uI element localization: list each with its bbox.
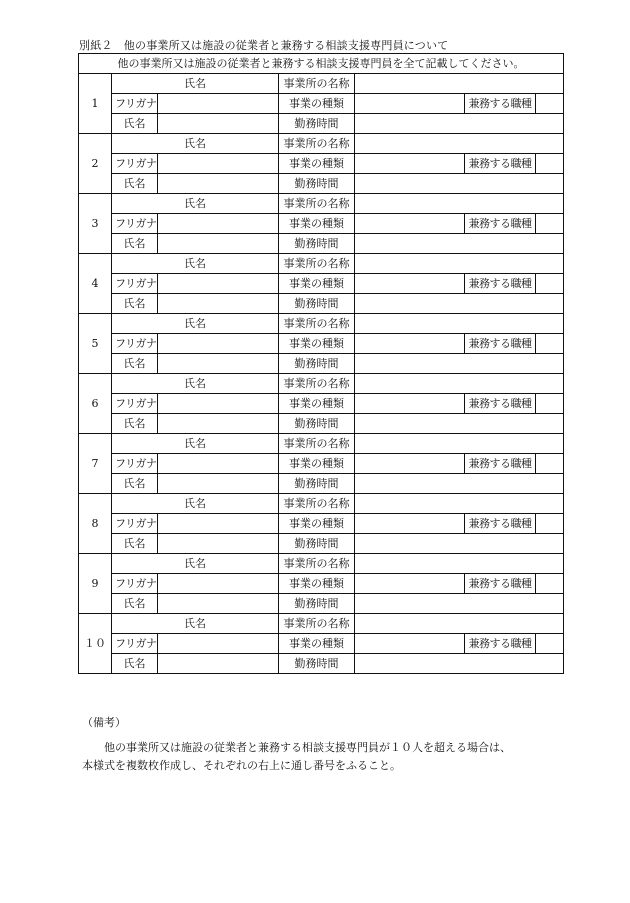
- work-hours-field[interactable]: [355, 294, 564, 314]
- table-header-row: [79, 54, 564, 74]
- name-header-label: 氏名: [112, 374, 279, 394]
- entry-number: 1: [79, 74, 112, 134]
- business-type-field[interactable]: [355, 394, 465, 414]
- furigana-label: フリガナ: [112, 214, 158, 234]
- business-type-label: 事業の種類: [279, 394, 355, 414]
- office-name-label: 事業所の名称: [279, 254, 355, 274]
- work-hours-label: 勤務時間: [279, 654, 355, 674]
- work-hours-label: 勤務時間: [279, 294, 355, 314]
- entry-number: 9: [79, 554, 112, 614]
- business-type-label: 事業の種類: [279, 454, 355, 474]
- concurrent-role-field[interactable]: [536, 454, 564, 474]
- concurrent-role-label: 兼務する職種: [465, 214, 536, 234]
- name-header-label: 氏名: [112, 554, 279, 574]
- name-field[interactable]: [158, 294, 279, 314]
- office-name-field[interactable]: [355, 254, 564, 274]
- concurrent-role-field[interactable]: [536, 334, 564, 354]
- name-header-label: 氏名: [112, 254, 279, 274]
- office-name-field[interactable]: [355, 314, 564, 334]
- work-hours-field[interactable]: [355, 534, 564, 554]
- name-field[interactable]: [158, 174, 279, 194]
- work-hours-label: 勤務時間: [279, 474, 355, 494]
- business-type-label: 事業の種類: [279, 94, 355, 114]
- business-type-label: 事業の種類: [279, 574, 355, 594]
- furigana-label: フリガナ: [112, 454, 158, 474]
- concurrent-role-label: 兼務する職種: [465, 94, 536, 114]
- entry-row-name-header: [79, 374, 564, 394]
- furigana-label: フリガナ: [112, 94, 158, 114]
- name-label: 氏名: [112, 654, 158, 674]
- entry-row-name-header: [79, 494, 564, 514]
- entry-row-name-header: [79, 434, 564, 454]
- office-name-field[interactable]: [355, 494, 564, 514]
- concurrent-role-label: 兼務する職種: [465, 274, 536, 294]
- furigana-label: フリガナ: [112, 334, 158, 354]
- name-field[interactable]: [158, 594, 279, 614]
- furigana-field[interactable]: [158, 514, 279, 534]
- name-field[interactable]: [158, 234, 279, 254]
- furigana-label: フリガナ: [112, 574, 158, 594]
- entry-number: 5: [79, 314, 112, 374]
- entry-number: 2: [79, 134, 112, 194]
- concurrent-role-label: 兼務する職種: [465, 394, 536, 414]
- entry-row-furigana: [79, 394, 564, 414]
- concurrent-role-label: 兼務する職種: [465, 334, 536, 354]
- business-type-label: 事業の種類: [279, 274, 355, 294]
- entry-row-furigana: [79, 274, 564, 294]
- document-title: 別紙２ 他の事業所又は施設の従業者と兼務する相談支援専門員について: [79, 39, 449, 52]
- entry-number: 4: [79, 254, 112, 314]
- office-name-label: 事業所の名称: [279, 374, 355, 394]
- name-header-label: 氏名: [112, 434, 279, 454]
- concurrent-role-label: 兼務する職種: [465, 154, 536, 174]
- business-type-field[interactable]: [355, 454, 465, 474]
- office-name-label: 事業所の名称: [279, 554, 355, 574]
- business-type-label: 事業の種類: [279, 634, 355, 654]
- name-label: 氏名: [112, 594, 158, 614]
- business-type-field[interactable]: [355, 334, 465, 354]
- concurrent-role-field[interactable]: [536, 634, 564, 654]
- office-name-field[interactable]: [355, 134, 564, 154]
- concurrent-role-field[interactable]: [536, 214, 564, 234]
- concurrent-role-label: 兼務する職種: [465, 634, 536, 654]
- business-type-field[interactable]: [355, 574, 465, 594]
- office-name-field[interactable]: [355, 194, 564, 214]
- name-header-label: 氏名: [112, 494, 279, 514]
- concurrent-role-field[interactable]: [536, 394, 564, 414]
- table-header: 他の事業所又は施設の従業者と兼務する相談支援専門員を全て記載してください。: [79, 54, 564, 74]
- work-hours-label: 勤務時間: [279, 414, 355, 434]
- name-field[interactable]: [158, 654, 279, 674]
- entry-number: 7: [79, 434, 112, 494]
- entry-row-furigana: [79, 154, 564, 174]
- name-header-label: 氏名: [112, 134, 279, 154]
- office-name-field[interactable]: [355, 554, 564, 574]
- entry-row-name: [79, 414, 564, 434]
- furigana-label: フリガナ: [112, 394, 158, 414]
- work-hours-field[interactable]: [355, 114, 564, 134]
- entry-row-name: [79, 354, 564, 374]
- office-name-label: 事業所の名称: [279, 434, 355, 454]
- furigana-label: フリガナ: [112, 634, 158, 654]
- business-type-label: 事業の種類: [279, 334, 355, 354]
- concurrent-role-label: 兼務する職種: [465, 514, 536, 534]
- office-name-field[interactable]: [355, 434, 564, 454]
- notes-line-1: 他の事業所又は施設の従業者と兼務する相談支援専門員が１０人を超える場合は、: [104, 741, 511, 754]
- work-hours-label: 勤務時間: [279, 174, 355, 194]
- name-label: 氏名: [112, 534, 158, 554]
- office-name-field[interactable]: [355, 74, 564, 94]
- name-label: 氏名: [112, 234, 158, 254]
- office-name-field[interactable]: [355, 614, 564, 634]
- entry-number: 6: [79, 374, 112, 434]
- work-hours-label: 勤務時間: [279, 594, 355, 614]
- notes-heading: （備考）: [82, 716, 126, 729]
- office-name-label: 事業所の名称: [279, 494, 355, 514]
- office-name-label: 事業所の名称: [279, 614, 355, 634]
- concurrent-role-label: 兼務する職種: [465, 574, 536, 594]
- entry-row-furigana: [79, 574, 564, 594]
- name-label: 氏名: [112, 174, 158, 194]
- entry-row-name-header: [79, 254, 564, 274]
- work-hours-field[interactable]: [355, 474, 564, 494]
- furigana-label: フリガナ: [112, 274, 158, 294]
- concurrent-role-field[interactable]: [536, 514, 564, 534]
- entry-number: 3: [79, 194, 112, 254]
- business-type-field[interactable]: [355, 94, 465, 114]
- name-header-label: 氏名: [112, 194, 279, 214]
- name-header-label: 氏名: [112, 614, 279, 634]
- work-hours-label: 勤務時間: [279, 114, 355, 134]
- concurrent-role-field[interactable]: [536, 274, 564, 294]
- work-hours-field[interactable]: [355, 594, 564, 614]
- work-hours-label: 勤務時間: [279, 534, 355, 554]
- entry-row-name: [79, 594, 564, 614]
- staff-form-table: [78, 53, 564, 674]
- work-hours-label: 勤務時間: [279, 234, 355, 254]
- furigana-field[interactable]: [158, 634, 279, 654]
- entry-row-name-header: [79, 554, 564, 574]
- furigana-field[interactable]: [158, 574, 279, 594]
- work-hours-field[interactable]: [355, 174, 564, 194]
- business-type-field[interactable]: [355, 214, 465, 234]
- work-hours-field[interactable]: [355, 414, 564, 434]
- office-name-label: 事業所の名称: [279, 134, 355, 154]
- business-type-field[interactable]: [355, 634, 465, 654]
- name-label: 氏名: [112, 114, 158, 134]
- work-hours-field[interactable]: [355, 234, 564, 254]
- name-header-label: 氏名: [112, 314, 279, 334]
- business-type-field[interactable]: [355, 514, 465, 534]
- furigana-field[interactable]: [158, 454, 279, 474]
- furigana-field[interactable]: [158, 154, 279, 174]
- name-field[interactable]: [158, 474, 279, 494]
- office-name-label: 事業所の名称: [279, 74, 355, 94]
- furigana-field[interactable]: [158, 274, 279, 294]
- furigana-field[interactable]: [158, 94, 279, 114]
- entry-row-name: [79, 114, 564, 134]
- furigana-field[interactable]: [158, 334, 279, 354]
- entry-row-furigana: [79, 514, 564, 534]
- entry-number: 8: [79, 494, 112, 554]
- entry-row-name: [79, 234, 564, 254]
- name-label: 氏名: [112, 294, 158, 314]
- office-name-field[interactable]: [355, 374, 564, 394]
- business-type-label: 事業の種類: [279, 514, 355, 534]
- concurrent-role-field[interactable]: [536, 154, 564, 174]
- entry-row-name: [79, 534, 564, 554]
- name-header-label: 氏名: [112, 74, 279, 94]
- furigana-label: フリガナ: [112, 154, 158, 174]
- business-type-label: 事業の種類: [279, 154, 355, 174]
- entry-row-furigana: [79, 454, 564, 474]
- concurrent-role-field[interactable]: [536, 574, 564, 594]
- name-label: 氏名: [112, 354, 158, 374]
- entry-row-name-header: [79, 314, 564, 334]
- entry-number: １０: [79, 614, 112, 674]
- work-hours-field[interactable]: [355, 654, 564, 674]
- work-hours-label: 勤務時間: [279, 354, 355, 374]
- entry-row-name-header: [79, 134, 564, 154]
- entry-row-furigana: [79, 214, 564, 234]
- name-label: 氏名: [112, 474, 158, 494]
- name-field[interactable]: [158, 114, 279, 134]
- notes-line-2: 本様式を複数枚作成し、それぞれの右上に通し番号をふること。: [82, 759, 401, 772]
- concurrent-role-field[interactable]: [536, 94, 564, 114]
- business-type-field[interactable]: [355, 274, 465, 294]
- office-name-label: 事業所の名称: [279, 314, 355, 334]
- business-type-field[interactable]: [355, 154, 465, 174]
- name-label: 氏名: [112, 414, 158, 434]
- entry-row-name: [79, 474, 564, 494]
- furigana-label: フリガナ: [112, 514, 158, 534]
- work-hours-field[interactable]: [355, 354, 564, 374]
- name-field[interactable]: [158, 414, 279, 434]
- entry-row-name: [79, 294, 564, 314]
- entry-row-name-header: [79, 194, 564, 214]
- entry-row-furigana: [79, 634, 564, 654]
- entry-row-furigana: [79, 94, 564, 114]
- office-name-label: 事業所の名称: [279, 194, 355, 214]
- entry-row-furigana: [79, 334, 564, 354]
- entry-row-name-header: [79, 614, 564, 634]
- furigana-field[interactable]: [158, 214, 279, 234]
- entry-row-name: [79, 654, 564, 674]
- name-field[interactable]: [158, 354, 279, 374]
- entry-row-name: [79, 174, 564, 194]
- entry-row-name-header: [79, 74, 564, 94]
- concurrent-role-label: 兼務する職種: [465, 454, 536, 474]
- business-type-label: 事業の種類: [279, 214, 355, 234]
- furigana-field[interactable]: [158, 394, 279, 414]
- name-field[interactable]: [158, 534, 279, 554]
